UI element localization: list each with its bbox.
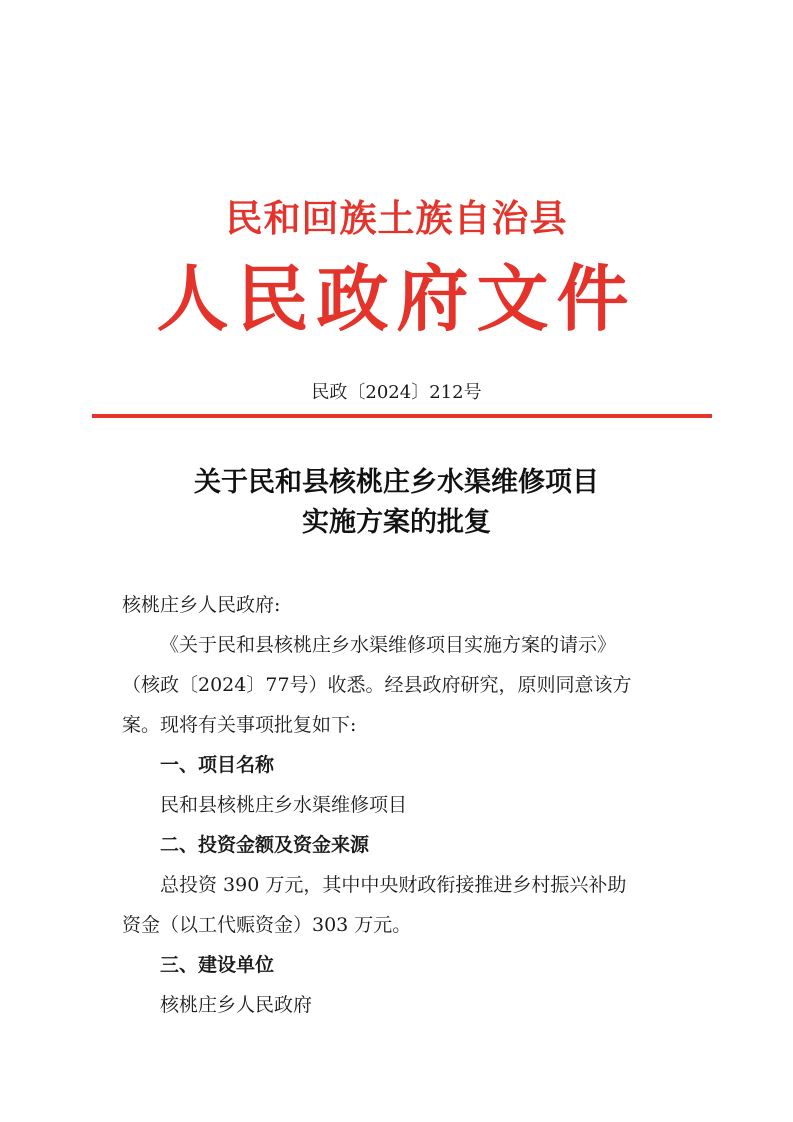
document-title [0, 463, 793, 543]
intro-line-1: 《关于民和县核桃庄乡水渠维修项目实施方案的请示》 [160, 634, 617, 656]
section-text-project-name: 民和县核桃庄乡水渠维修项目 [160, 794, 408, 816]
document-type-heading: 人民政府文件 [156, 256, 637, 341]
section-heading-investment: 二、投资金额及资金来源 [160, 834, 370, 856]
section-text-investment-line-2: 资金（以工代赈资金）303 万元。 [122, 914, 412, 936]
section-heading-construction-unit: 三、建设单位 [160, 954, 275, 976]
title-line-2: 实施方案的批复 [302, 507, 491, 538]
document-body [122, 585, 682, 1025]
section-heading-project-name: 一、项目名称 [160, 754, 275, 776]
intro-line-2: （核政〔2024〕77号）收悉。经县政府研究，原则同意该方 [122, 674, 632, 696]
title-line-1: 关于民和县核桃庄乡水渠维修项目 [194, 467, 599, 498]
section-text-construction-unit: 核桃庄乡人民政府 [160, 994, 313, 1016]
intro-line-3: 案。现将有关事项批复如下: [122, 714, 357, 736]
section-text-investment-line-1: 总投资 390 万元，其中中央财政衔接推进乡村振兴补助 [160, 874, 627, 896]
document-number: 民政〔2024〕212号 [311, 382, 482, 403]
issuer-name: 民和回族土族自治县 [225, 196, 568, 240]
red-separator-line [92, 414, 712, 418]
addressee: 核桃庄乡人民政府: [122, 594, 281, 616]
